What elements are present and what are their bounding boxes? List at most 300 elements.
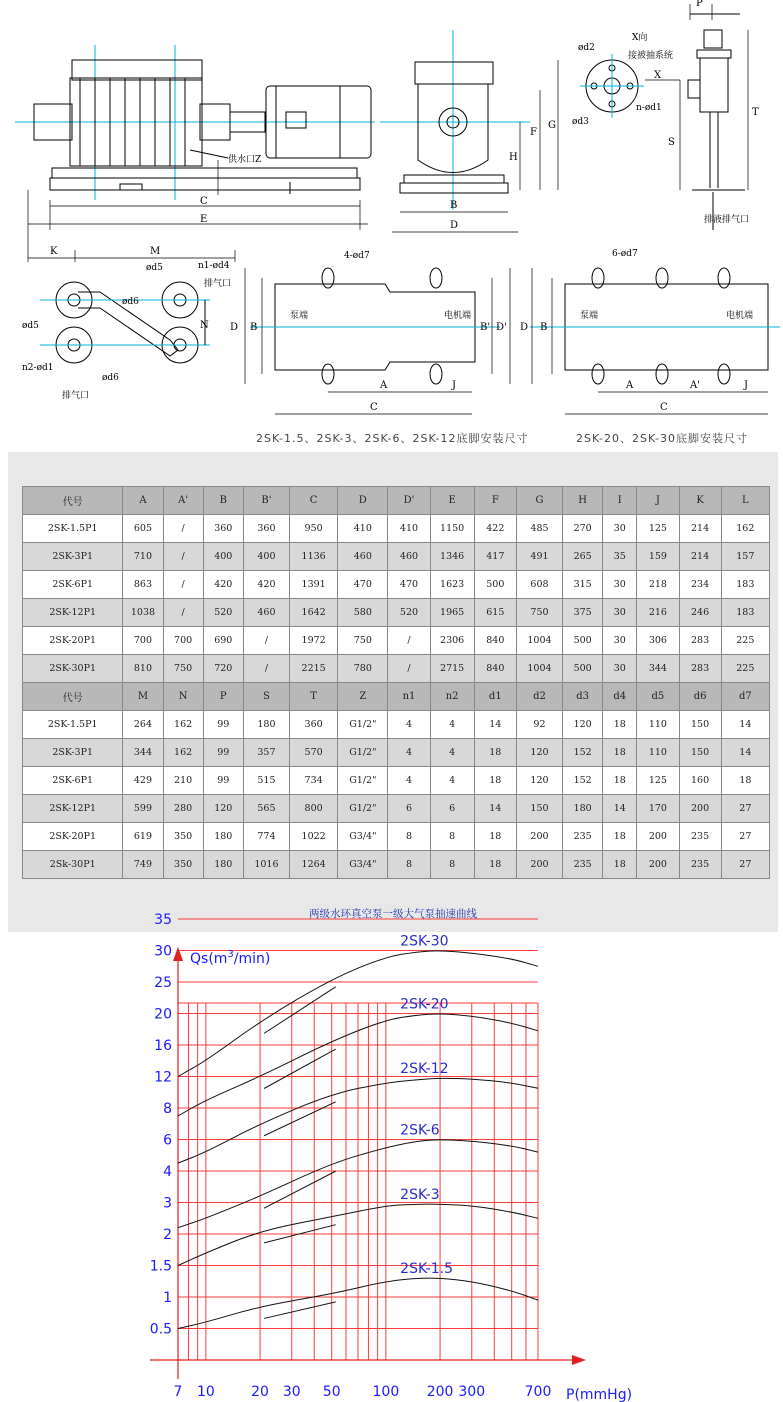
series-label: 2SK-6 xyxy=(400,1122,440,1139)
value-cell: 2215 xyxy=(290,655,338,683)
value-cell: 950 xyxy=(290,515,338,543)
value-cell: 344 xyxy=(123,739,163,767)
value-cell: 410 xyxy=(388,515,430,543)
value-cell: 315 xyxy=(563,571,603,599)
value-cell: 8 xyxy=(388,851,430,879)
series-label: 2SK-3 xyxy=(400,1187,440,1204)
value-cell: 460 xyxy=(388,543,430,571)
model-cell: 2Sk-30P1 xyxy=(23,851,123,879)
dim-Ap-base2: A' xyxy=(690,380,700,391)
value-cell: 500 xyxy=(563,627,603,655)
value-cell: / xyxy=(388,627,430,655)
value-cell: 14 xyxy=(721,711,769,739)
value-cell: 580 xyxy=(338,599,388,627)
value-cell: / xyxy=(388,655,430,683)
value-cell: 150 xyxy=(516,795,562,823)
value-cell: 1004 xyxy=(516,655,562,683)
value-cell: / xyxy=(243,655,289,683)
chart-grid xyxy=(178,919,538,1360)
value-cell: 35 xyxy=(603,543,637,571)
value-cell: 4 xyxy=(388,767,430,795)
y-tick-label: 30 xyxy=(154,943,172,960)
dim-C: C xyxy=(200,196,208,207)
value-cell: 470 xyxy=(388,571,430,599)
value-cell: 99 xyxy=(203,767,243,795)
dim-H: H xyxy=(509,152,518,163)
dim-J-base2: J xyxy=(744,380,749,391)
value-cell: F xyxy=(474,487,516,515)
y-tick-label: 4 xyxy=(163,1164,172,1180)
value-cell: 246 xyxy=(679,599,721,627)
value-cell: d7 xyxy=(721,683,769,711)
value-cell: 6 xyxy=(388,795,430,823)
value-cell: 235 xyxy=(679,851,721,879)
exhaust-liquid-label: 排液排气口 xyxy=(704,215,750,225)
y-tick-label: 0.5 xyxy=(149,1321,172,1338)
value-cell: 180 xyxy=(203,851,243,879)
value-cell: 6 xyxy=(430,795,474,823)
value-cell: A xyxy=(123,487,163,515)
x-axis-title: P(mmHg) xyxy=(566,1387,633,1402)
pipe-d6-bottom: ød6 xyxy=(102,373,119,383)
y-tick-label: 8 xyxy=(163,1101,172,1117)
value-cell: 720 xyxy=(203,655,243,683)
value-cell: 270 xyxy=(563,515,603,543)
bolt-6-label: 6-ød7 xyxy=(612,249,638,259)
value-cell: 18 xyxy=(603,739,637,767)
value-cell: 2306 xyxy=(430,627,474,655)
value-cell: 1016 xyxy=(243,851,289,879)
x-tick-label: 30 xyxy=(282,1384,301,1400)
value-cell: 420 xyxy=(243,571,289,599)
value-cell: 200 xyxy=(516,823,562,851)
water-inlet-label: 供水口Z xyxy=(228,155,262,165)
dim-A-base2: A xyxy=(626,380,634,391)
value-cell: 1346 xyxy=(430,543,474,571)
value-cell: 420 xyxy=(203,571,243,599)
value-cell: 14 xyxy=(474,711,516,739)
value-cell: 157 xyxy=(721,543,769,571)
value-cell: 400 xyxy=(203,543,243,571)
dim-C-base2: C xyxy=(660,402,668,413)
value-cell: 470 xyxy=(338,571,388,599)
separator-view xyxy=(688,14,745,230)
value-cell: 863 xyxy=(123,571,163,599)
dim-F: F xyxy=(530,127,537,138)
y-axis-arrow xyxy=(173,947,183,961)
pipe-d5-top: ød5 xyxy=(146,263,163,273)
value-cell: I xyxy=(603,487,637,515)
value-cell: 774 xyxy=(243,823,289,851)
value-cell: 30 xyxy=(603,655,637,683)
series-tangent-2SK-30 xyxy=(264,987,336,1034)
value-cell: G1/2" xyxy=(338,739,388,767)
spec-table xyxy=(22,486,770,879)
value-cell: 8 xyxy=(388,823,430,851)
value-cell: L xyxy=(721,487,769,515)
dim-P: P xyxy=(696,0,703,9)
value-cell: 410 xyxy=(338,515,388,543)
y-tick-label: 2 xyxy=(163,1227,172,1243)
value-cell: J xyxy=(637,487,679,515)
base-plan-large-dims xyxy=(532,268,768,414)
value-cell: d1 xyxy=(474,683,516,711)
value-cell: 30 xyxy=(603,627,637,655)
value-cell: 1004 xyxy=(516,627,562,655)
chart-title: 两级水环真空泵一级大气泵抽速曲线 xyxy=(309,908,477,920)
value-cell: 280 xyxy=(163,795,203,823)
value-cell: 4 xyxy=(388,739,430,767)
base-plan-small xyxy=(250,268,500,384)
value-cell: 750 xyxy=(338,627,388,655)
value-cell: 500 xyxy=(474,571,516,599)
flange-detail xyxy=(580,54,644,118)
value-cell: 160 xyxy=(679,767,721,795)
value-cell: 180 xyxy=(203,823,243,851)
value-cell: / xyxy=(163,543,203,571)
value-cell: n1 xyxy=(388,683,430,711)
y-tick-label: 12 xyxy=(154,1069,172,1086)
value-cell: 125 xyxy=(637,767,679,795)
value-cell: 264 xyxy=(123,711,163,739)
pipe-d6-mid: ød6 xyxy=(122,297,139,307)
value-cell: 92 xyxy=(516,711,562,739)
value-cell: n2 xyxy=(430,683,474,711)
value-cell: d6 xyxy=(679,683,721,711)
series-label: 2SK-30 xyxy=(400,933,449,950)
value-cell: 780 xyxy=(338,655,388,683)
value-cell: 700 xyxy=(123,627,163,655)
value-cell: 170 xyxy=(637,795,679,823)
value-cell: 810 xyxy=(123,655,163,683)
table-row xyxy=(23,711,770,739)
value-cell: 125 xyxy=(637,515,679,543)
value-cell: 18 xyxy=(603,851,637,879)
value-cell: 200 xyxy=(516,851,562,879)
value-cell: 749 xyxy=(123,851,163,879)
value-cell: 599 xyxy=(123,795,163,823)
value-cell: 491 xyxy=(516,543,562,571)
value-cell: 570 xyxy=(290,739,338,767)
value-cell: d5 xyxy=(637,683,679,711)
value-cell: 700 xyxy=(163,627,203,655)
pipe-n2d1: n2-ød1 xyxy=(22,363,54,373)
dim-D: D xyxy=(450,220,459,231)
dim-A-base1: A xyxy=(380,380,388,391)
value-cell: 234 xyxy=(679,571,721,599)
model-cell: 2SK-3P1 xyxy=(23,543,123,571)
value-cell: 18 xyxy=(474,823,516,851)
value-cell: / xyxy=(163,571,203,599)
value-cell: 1972 xyxy=(290,627,338,655)
dim-B-base1: B xyxy=(250,322,258,333)
value-cell: B xyxy=(203,487,243,515)
side-view xyxy=(380,30,530,210)
pipe-exhaust-top: 排气口 xyxy=(204,279,232,289)
x-tick-label: 10 xyxy=(196,1384,215,1400)
y-tick-label: 1 xyxy=(163,1290,172,1306)
value-cell: 180 xyxy=(563,795,603,823)
value-cell: 4 xyxy=(430,767,474,795)
dim-B: B xyxy=(450,200,458,211)
value-cell: 605 xyxy=(123,515,163,543)
value-cell: 1642 xyxy=(290,599,338,627)
value-cell: 18 xyxy=(721,767,769,795)
value-cell: 18 xyxy=(474,767,516,795)
dim-M: M xyxy=(150,246,161,257)
value-cell: 306 xyxy=(637,627,679,655)
value-cell: D' xyxy=(388,487,430,515)
value-cell: / xyxy=(243,627,289,655)
table-header-row xyxy=(23,683,770,711)
value-cell: C xyxy=(290,487,338,515)
pump-end-right: 泵端 xyxy=(580,311,599,321)
dim-C-base1: C xyxy=(370,402,378,413)
value-cell: 1391 xyxy=(290,571,338,599)
value-cell: 18 xyxy=(474,851,516,879)
value-cell: 4 xyxy=(430,711,474,739)
value-cell: 235 xyxy=(679,823,721,851)
value-cell: 8 xyxy=(430,851,474,879)
bolt-4-label: 4-ød7 xyxy=(344,251,370,261)
value-cell: N xyxy=(163,683,203,711)
value-cell: / xyxy=(163,515,203,543)
x-direction-label: X向 xyxy=(632,33,648,43)
value-cell: 608 xyxy=(516,571,562,599)
table-header-row xyxy=(23,487,770,515)
model-cell: 2SK-20P1 xyxy=(23,627,123,655)
value-cell: 800 xyxy=(290,795,338,823)
model-cell: 2SK-12P1 xyxy=(23,599,123,627)
value-cell: D xyxy=(338,487,388,515)
x-tick-label: 100 xyxy=(372,1384,400,1400)
value-cell: 1022 xyxy=(290,823,338,851)
value-cell: 18 xyxy=(603,823,637,851)
value-cell: 690 xyxy=(203,627,243,655)
value-cell: K xyxy=(679,487,721,515)
value-cell: 1264 xyxy=(290,851,338,879)
front-view-dims xyxy=(28,160,368,262)
value-cell: 265 xyxy=(563,543,603,571)
pipe-d5-left: ød5 xyxy=(22,321,39,331)
value-cell: 120 xyxy=(563,711,603,739)
value-cell: 619 xyxy=(123,823,163,851)
model-cell: 2SK-6P1 xyxy=(23,767,123,795)
value-cell: 110 xyxy=(637,739,679,767)
dim-Bp-base1: B' xyxy=(480,322,491,333)
x-tick-label: 200 xyxy=(426,1384,454,1400)
table-row xyxy=(23,823,770,851)
value-cell: 357 xyxy=(243,739,289,767)
value-cell: d2 xyxy=(516,683,562,711)
dim-X: X xyxy=(654,70,662,81)
pump-end-left: 泵端 xyxy=(290,311,309,321)
y-axis-title-tail: /min) xyxy=(233,951,271,967)
value-cell: 162 xyxy=(721,515,769,543)
value-cell: 150 xyxy=(679,739,721,767)
value-cell: 344 xyxy=(637,655,679,683)
value-cell: B' xyxy=(243,487,289,515)
value-cell: 99 xyxy=(203,711,243,739)
x-tick-label: 7 xyxy=(173,1384,183,1400)
dim-T: T xyxy=(752,107,759,118)
y-axis-title-sup: 3 xyxy=(227,949,234,960)
flange-d2: ød2 xyxy=(578,43,595,53)
value-cell: 18 xyxy=(603,711,637,739)
value-cell: 27 xyxy=(721,851,769,879)
table-row xyxy=(23,851,770,879)
value-cell: 500 xyxy=(563,655,603,683)
y-axis-title-base: Qs(m xyxy=(190,951,228,967)
value-cell: 18 xyxy=(474,739,516,767)
value-cell: 152 xyxy=(563,739,603,767)
flange-nd1: n-ød1 xyxy=(636,103,662,113)
value-cell: P xyxy=(203,683,243,711)
value-cell: 159 xyxy=(637,543,679,571)
value-cell: 360 xyxy=(243,515,289,543)
y-tick-label: 6 xyxy=(163,1132,172,1149)
model-cell: 2SK-30P1 xyxy=(23,655,123,683)
value-cell: 615 xyxy=(474,599,516,627)
value-cell: G1/2" xyxy=(338,711,388,739)
value-cell: 200 xyxy=(679,795,721,823)
value-cell: 150 xyxy=(679,711,721,739)
y-tick-label: 25 xyxy=(154,975,172,991)
value-cell: 27 xyxy=(721,823,769,851)
value-cell: 180 xyxy=(243,711,289,739)
value-cell: 565 xyxy=(243,795,289,823)
value-cell: 30 xyxy=(603,515,637,543)
value-cell: G3/4" xyxy=(338,851,388,879)
value-cell: Z xyxy=(338,683,388,711)
x-tick-label: 300 xyxy=(458,1384,486,1400)
table-row xyxy=(23,739,770,767)
value-cell: 515 xyxy=(243,767,289,795)
table-row xyxy=(23,655,770,683)
side-view-dims xyxy=(392,60,558,232)
motor-end-right: 电机端 xyxy=(726,311,754,321)
value-cell: 4 xyxy=(388,711,430,739)
model-cell: 2SK-1.5P1 xyxy=(23,711,123,739)
value-cell: 460 xyxy=(338,543,388,571)
value-cell: 152 xyxy=(563,767,603,795)
base-plan-small-dims xyxy=(245,268,510,414)
motor-end-left: 电机端 xyxy=(444,311,472,321)
value-cell: 214 xyxy=(679,543,721,571)
y-tick-label: 1.5 xyxy=(149,1258,172,1275)
model-cell: 2SK-1.5P1 xyxy=(23,515,123,543)
dim-D-base1: D xyxy=(230,322,239,333)
value-cell: 183 xyxy=(721,599,769,627)
value-cell: 99 xyxy=(203,739,243,767)
value-cell: 1136 xyxy=(290,543,338,571)
table-row xyxy=(23,599,770,627)
spec-table-panel xyxy=(8,452,778,932)
value-cell: 120 xyxy=(516,767,562,795)
value-cell: 216 xyxy=(637,599,679,627)
flange-d3: ød3 xyxy=(572,117,589,127)
value-cell: d4 xyxy=(603,683,637,711)
value-cell: 235 xyxy=(563,823,603,851)
x-tick-label: 20 xyxy=(251,1384,269,1400)
value-cell: 225 xyxy=(721,627,769,655)
value-cell: 120 xyxy=(203,795,243,823)
table-row xyxy=(23,795,770,823)
value-cell: / xyxy=(163,599,203,627)
y-tick-label: 16 xyxy=(154,1038,172,1054)
value-cell: 1965 xyxy=(430,599,474,627)
y-axis-title xyxy=(190,949,270,967)
value-cell: 225 xyxy=(721,655,769,683)
table-row xyxy=(23,767,770,795)
table-row xyxy=(23,627,770,655)
dim-S: S xyxy=(668,137,675,148)
value-cell: 200 xyxy=(637,851,679,879)
value-cell: G3/4" xyxy=(338,823,388,851)
value-cell: 2715 xyxy=(430,655,474,683)
value-cell: 360 xyxy=(203,515,243,543)
value-cell: 750 xyxy=(163,655,203,683)
table-row xyxy=(23,543,770,571)
value-cell: 429 xyxy=(123,767,163,795)
value-cell: 460 xyxy=(243,599,289,627)
value-cell: 350 xyxy=(163,851,203,879)
series-label: 2SK-12 xyxy=(400,1061,449,1078)
series-label: 2SK-20 xyxy=(400,996,449,1013)
value-cell: 520 xyxy=(388,599,430,627)
value-cell: 214 xyxy=(679,515,721,543)
caption-large-base: 2SK-20、2SK-30底脚安装尺寸 xyxy=(576,432,749,445)
value-cell: 750 xyxy=(516,599,562,627)
value-cell: 840 xyxy=(474,655,516,683)
x-tick-label: 700 xyxy=(524,1384,552,1400)
model-cell: 代号 xyxy=(23,487,123,515)
installation-drawing xyxy=(0,0,783,452)
value-cell: T xyxy=(290,683,338,711)
value-cell: 30 xyxy=(603,599,637,627)
value-cell: 162 xyxy=(163,739,203,767)
separator-dims xyxy=(645,4,748,190)
y-tick-label: 3 xyxy=(163,1195,172,1212)
value-cell: 1150 xyxy=(430,515,474,543)
y-tick-label: 20 xyxy=(154,1006,172,1023)
x-axis-arrow xyxy=(572,1355,586,1365)
value-cell: H xyxy=(563,487,603,515)
series-label: 2SK-1.5 xyxy=(400,1261,454,1278)
value-cell: 120 xyxy=(516,739,562,767)
value-cell: 350 xyxy=(163,823,203,851)
value-cell: 30 xyxy=(603,571,637,599)
value-cell: 4 xyxy=(430,739,474,767)
value-cell: 110 xyxy=(637,711,679,739)
value-cell: 710 xyxy=(123,543,163,571)
dim-B-base2: B xyxy=(540,322,548,333)
value-cell: 14 xyxy=(474,795,516,823)
value-cell: M xyxy=(123,683,163,711)
value-cell: 27 xyxy=(721,795,769,823)
value-cell: 485 xyxy=(516,515,562,543)
value-cell: 1623 xyxy=(430,571,474,599)
value-cell: 1038 xyxy=(123,599,163,627)
pipe-layout xyxy=(40,282,210,363)
model-cell: 2SK-20P1 xyxy=(23,823,123,851)
value-cell: 520 xyxy=(203,599,243,627)
value-cell: 162 xyxy=(163,711,203,739)
value-cell: 14 xyxy=(603,795,637,823)
table-row xyxy=(23,571,770,599)
value-cell: E xyxy=(430,487,474,515)
value-cell: 283 xyxy=(679,655,721,683)
